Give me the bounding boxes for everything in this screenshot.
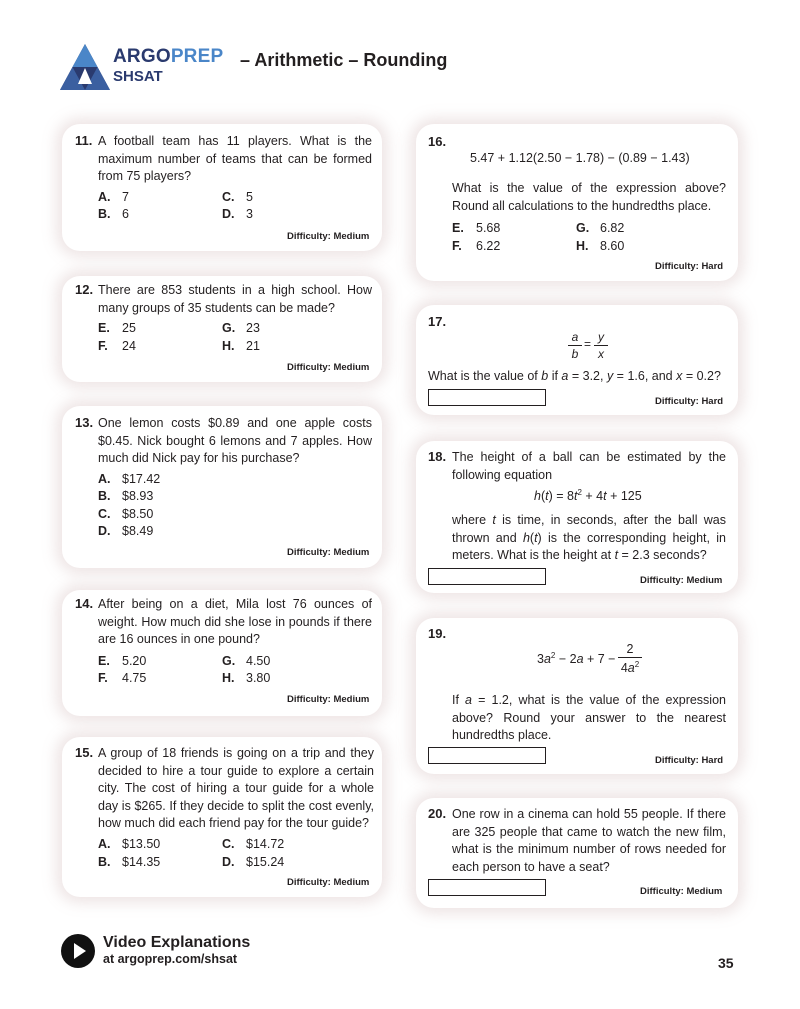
option[interactable]: D. $15.24 bbox=[222, 855, 285, 869]
question-number: 16. bbox=[428, 134, 447, 149]
option[interactable]: H. 3.80 bbox=[222, 671, 271, 685]
page-title: – Arithmetic – Rounding bbox=[240, 50, 448, 70]
question-number: 20. bbox=[428, 806, 447, 821]
option[interactable]: E. 25 bbox=[98, 321, 136, 335]
brand-sub: SHSAT bbox=[113, 68, 163, 85]
question-number: 13. bbox=[75, 415, 94, 430]
question-number: 11. bbox=[75, 133, 93, 148]
answer-box[interactable] bbox=[428, 747, 546, 764]
option[interactable]: E. 5.20 bbox=[98, 654, 147, 668]
difficulty-label: Difficulty: Medium bbox=[287, 694, 370, 705]
question-number: 15. bbox=[75, 745, 94, 760]
option[interactable]: G. 4.50 bbox=[222, 654, 271, 668]
difficulty-label: Difficulty: Medium bbox=[640, 575, 723, 586]
brand-prep: PREP bbox=[170, 46, 224, 67]
argoprep-logo-icon bbox=[60, 44, 110, 90]
question-number: 19. bbox=[428, 626, 447, 641]
brand-wordmark bbox=[113, 47, 223, 84]
equation: $h(t) = 8t^2 + 4t + 125$ bbox=[534, 488, 642, 504]
option[interactable]: F. 24 bbox=[98, 339, 136, 353]
expression: $3a^2 - 2a + 7$ − bbox=[537, 651, 616, 667]
question-text: The height of a ball can be estimated by the following equation bbox=[452, 450, 726, 482]
difficulty-label: Difficulty: Medium bbox=[287, 362, 370, 373]
answer-box[interactable] bbox=[428, 389, 546, 406]
page-number: 35 bbox=[718, 955, 734, 971]
option[interactable]: A. 7 bbox=[98, 190, 129, 204]
answer-box[interactable] bbox=[428, 568, 546, 585]
question-text-2: where t is time, in seconds, after the ball was thrown and h(t) is the corresponding height, in meters. What is the height at t = 2.3 seconds? bbox=[452, 513, 726, 562]
option[interactable]: B. $8.93 bbox=[98, 489, 154, 503]
difficulty-label: Difficulty: Hard bbox=[655, 261, 724, 272]
difficulty-label: Difficulty: Medium bbox=[287, 231, 370, 242]
option[interactable]: B. $14.35 bbox=[98, 855, 161, 869]
option[interactable]: A. $13.50 bbox=[98, 837, 161, 851]
option[interactable]: F. 4.75 bbox=[98, 671, 147, 685]
option[interactable]: H. 21 bbox=[222, 339, 260, 353]
play-icon[interactable] bbox=[61, 934, 95, 968]
difficulty-label: Difficulty: Medium bbox=[287, 547, 370, 558]
option[interactable]: G. 23 bbox=[222, 321, 260, 335]
question-text: One lemon costs $0.89 and one apple costs $0.45. Nick bought 6 lemons and 7 apples. How much did Nick pay for his purchase? bbox=[98, 416, 372, 465]
option[interactable]: B. 6 bbox=[98, 207, 129, 221]
difficulty-label: Difficulty: Hard bbox=[655, 396, 724, 407]
difficulty-label: Difficulty: Medium bbox=[287, 877, 370, 888]
question-number: 18. bbox=[428, 449, 447, 464]
option[interactable]: G. 6.82 bbox=[576, 221, 625, 235]
option[interactable]: F. 6.22 bbox=[452, 239, 501, 253]
option[interactable]: C. $14.72 bbox=[222, 837, 285, 851]
difficulty-label: Difficulty: Medium bbox=[640, 886, 723, 897]
option[interactable]: D. 3 bbox=[222, 207, 253, 221]
option[interactable]: C. 5 bbox=[222, 190, 253, 204]
question-text: If a = 1.2, what is the value of the expression above? Round your answer to the nearest hundredths place. bbox=[452, 693, 726, 742]
option[interactable]: A. $17.42 bbox=[98, 472, 161, 486]
question-text: One row in a cinema can hold 55 people. If there are 325 people that came to watch the new film, what is the minimum number of rows needed for each person to have a seat? bbox=[452, 807, 726, 874]
question-text: A group of 18 friends is going on a trip and they decided to hire a tour guide to explore a certain city. The cost of hiring a tour guide for a whole day is $265. If they decide to split the cost evenly, how much did each friend pay for the tour guide? bbox=[98, 746, 374, 830]
question-text: After being on a diet, Mila lost 76 ounces of weight. How much did she lose in pounds if there are 16 ounces in one pound? bbox=[98, 597, 372, 646]
answer-box[interactable] bbox=[428, 879, 546, 896]
video-explanations-title: Video Explanations bbox=[103, 934, 251, 951]
option[interactable]: C. $8.50 bbox=[98, 507, 154, 521]
brand-argo: ARGO bbox=[113, 46, 171, 67]
question-text: A football team has 11 players. What is the maximum number of teams that can be formed from 75 players? bbox=[98, 134, 372, 183]
question-text: What is the value of b if a = 3.2, y = 1.6, and x = 0.2? bbox=[428, 369, 721, 383]
video-explanations-link[interactable]: at argoprep.com/shsat bbox=[103, 952, 238, 966]
question-text: What is the value of the expression above? Round all calculations to the hundredths place. bbox=[452, 181, 726, 213]
question-number: 12. bbox=[75, 282, 94, 297]
option[interactable]: E. 5.68 bbox=[452, 221, 501, 235]
option[interactable]: H. 8.60 bbox=[576, 239, 625, 253]
difficulty-label: Difficulty: Hard bbox=[655, 755, 724, 766]
fraction: 2 $4a^2$ bbox=[618, 642, 642, 675]
expression: 5.47 + 1.12(2.50 − 1.78) − (0.89 − 1.43) bbox=[470, 151, 690, 165]
question-number: 17. bbox=[428, 314, 447, 329]
question-number: 14. bbox=[75, 596, 94, 611]
question-text: There are 853 students in a high school. How many groups of 35 students can be made? bbox=[98, 283, 372, 315]
option[interactable]: D. $8.49 bbox=[98, 524, 154, 538]
